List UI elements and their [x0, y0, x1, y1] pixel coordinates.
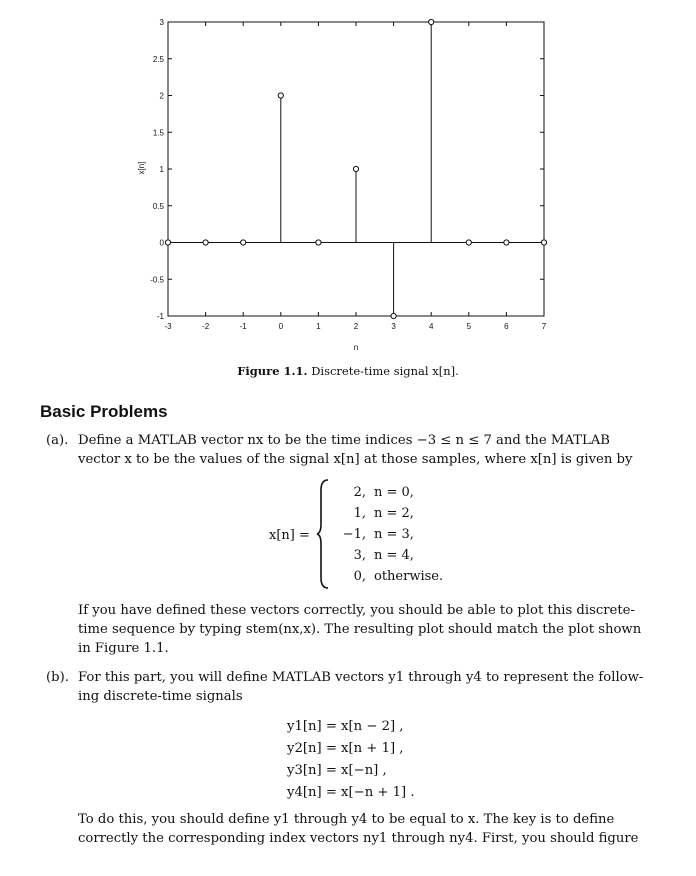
part-b-after1: To do this, you should define y1 through y4 to be equal to x. The key is to define [78, 812, 615, 827]
y-tick-label: -0.5 [150, 275, 164, 285]
x-tick-label: 4 [428, 322, 434, 331]
case-value: 0, [353, 569, 366, 584]
y-tick-label: 0 [159, 238, 164, 248]
stem-marker [278, 93, 283, 98]
part-b-line1: For this part, you will define MATLAB vectors y1 through y4 to represent the follow- [78, 670, 644, 685]
x-tick-label: 0 [278, 322, 284, 331]
case-condition: otherwise. [374, 569, 444, 584]
x-tick-label: -3 [164, 322, 172, 331]
stem-marker [504, 240, 509, 245]
case-row [332, 503, 443, 524]
part-a-after [78, 601, 658, 658]
part-a-after2: time sequence by typing stem(nx,x). The resulting plot should match the plot shown [78, 622, 642, 637]
equation-line: y4[n] = x[−n + 1] . [287, 785, 415, 800]
case-row [332, 566, 443, 587]
section-title: Basic Problems [40, 402, 168, 421]
case-condition: n = 0, [374, 485, 414, 500]
y-tick-label: 0.5 [152, 201, 164, 211]
stem-plot [0, 0, 696, 360]
part-a-line1: Define a MATLAB vector nx to be the time indices −3 ≤ n ≤ 7 and the MATLAB [78, 433, 610, 448]
case-value: 1, [353, 506, 366, 521]
stem-marker [316, 240, 321, 245]
piecewise-brace [316, 478, 332, 590]
equation-line: y1[n] = x[n − 2] , [287, 719, 404, 734]
case-value: −1, [342, 527, 366, 542]
x-tick-label: 1 [316, 322, 321, 331]
part-a-text [78, 431, 648, 469]
x-tick-label: -1 [239, 322, 247, 331]
stem-marker [353, 166, 358, 171]
stem-marker [241, 240, 246, 245]
x-tick-label: 7 [541, 322, 547, 331]
y-tick-label: 1.5 [152, 128, 164, 138]
stem-marker [391, 313, 396, 318]
y-tick-label: 1 [159, 165, 164, 174]
x-tick-label: -2 [202, 322, 210, 331]
case-condition: n = 2, [374, 506, 414, 521]
x-tick-label: 3 [391, 322, 396, 331]
caption-label: Figure 1.1. [237, 364, 308, 378]
y-tick-label: -1 [156, 312, 164, 321]
figure-caption [0, 364, 696, 378]
y-axis-label: x[n] [137, 161, 146, 175]
x-tick-label: 2 [353, 322, 359, 331]
case-condition: n = 4, [374, 548, 414, 563]
y-tick-label: 2.5 [152, 54, 164, 64]
stem-marker [429, 19, 434, 24]
x-tick-label: 5 [466, 322, 472, 331]
case-row [332, 524, 443, 545]
part-b-text [78, 668, 648, 706]
part-b-after2: correctly the corresponding index vectors ny1 through ny4. First, you should figure [78, 831, 639, 846]
part-a-line2: vector x to be the values of the signal x[n] at those samples, where x[n] is given by [78, 452, 633, 467]
stem-marker [541, 240, 546, 245]
part-b-after [78, 810, 658, 848]
equation-line: y2[n] = x[n + 1] , [287, 741, 404, 756]
y-tick-label: 2 [159, 91, 164, 101]
stem-marker [466, 240, 471, 245]
piecewise-cases [332, 482, 443, 587]
case-row [332, 545, 443, 566]
case-value: 3, [353, 548, 366, 563]
case-condition: n = 3, [374, 527, 414, 542]
part-a-marker: (a). [46, 433, 69, 448]
case-value: 2, [353, 485, 366, 500]
x-tick-label: 6 [504, 322, 509, 331]
stem-marker [203, 240, 208, 245]
equation-line: y3[n] = x[−n] , [287, 763, 387, 778]
part-b-line2: ing discrete-time signals [78, 689, 243, 704]
y-tick-label: 3 [159, 18, 164, 27]
part-a-after1: If you have defined these vectors correctly, you should be able to plot this discrete- [78, 603, 635, 618]
stem-marker [165, 240, 170, 245]
case-row [332, 482, 443, 503]
part-b-marker: (b). [46, 670, 69, 685]
shift-equations [287, 716, 415, 804]
part-a-after3: in Figure 1.1. [78, 641, 169, 656]
x-axis-label: n [353, 343, 359, 352]
caption-text: Discrete-time signal x[n]. [311, 364, 459, 378]
